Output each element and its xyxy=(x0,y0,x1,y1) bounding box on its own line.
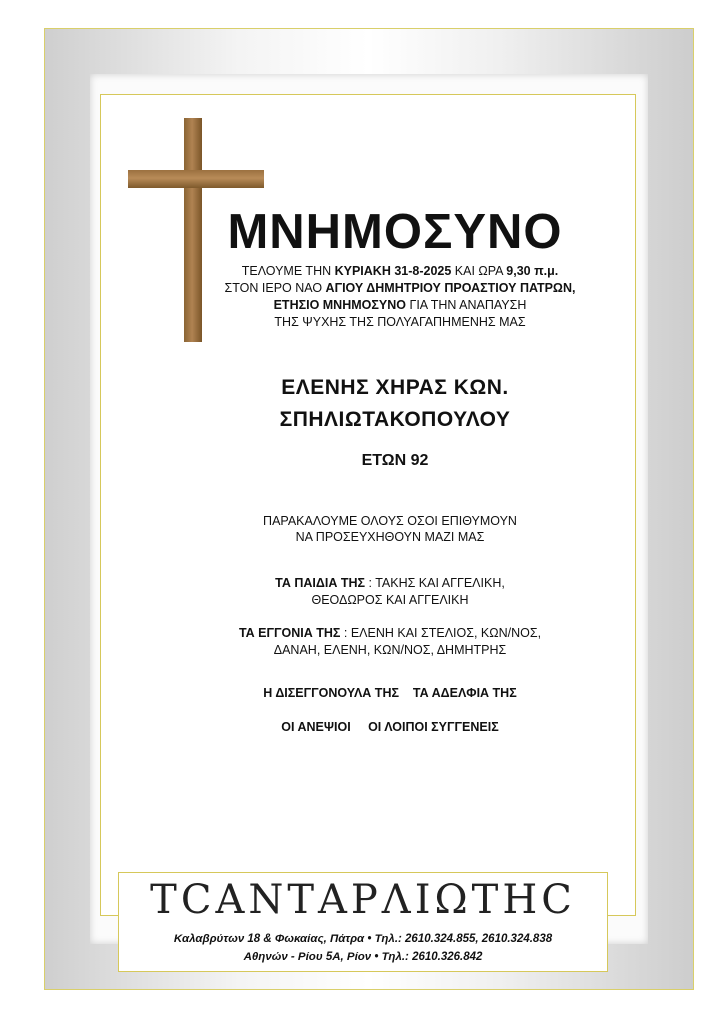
relatives-line-1 xyxy=(170,686,610,700)
deceased-name-line-2: ΣΠΗΛΙΩΤΑΚΟΠΟΥΛΟΥ xyxy=(279,408,511,431)
intro-text: ΓΙΑ ΤΗΝ ΑΝΑΠΑΥΣΗ xyxy=(405,298,527,312)
intro-text: ΤΕΛΟΥΜΕ ΤΗΝ xyxy=(241,264,335,278)
other-relatives: ΟΙ ΛΟΙΠΟΙ ΣΥΓΓΕΝΕΙΣ xyxy=(368,720,499,734)
intro-date: ΚΥΡΙΑΚΗ 31-8-2025 xyxy=(334,264,452,278)
intro-time: 9,30 π.μ. xyxy=(506,264,559,278)
funeral-home-banner xyxy=(118,872,608,972)
intro-church: ΑΓΙΟΥ ΔΗΜΗΤΡΙΟΥ ΠΡΟΑΣΤΙΟΥ ΠΑΤΡΩΝ, xyxy=(325,281,576,295)
grandchildren-line-2: ΔΑΝΑΗ, ΕΛΕΝΗ, ΚΩΝ/ΝΟΣ, ΔΗΜΗΤΡΗΣ xyxy=(273,643,507,657)
relatives-line-2 xyxy=(170,720,610,734)
intro-text: ΚΑΙ ΩΡΑ xyxy=(451,264,507,278)
funeral-home-address-2: Αθηνών - Ρίου 5Α, Ρίον • Τηλ.: 2610.326.842 xyxy=(243,951,483,963)
intro-line-1 xyxy=(200,264,600,278)
invite-line-1: ΠΑΡΑΚΑΛΟΥΜΕ ΟΛΟΥΣ ΟΣΟΙ ΕΠΙΘΥΜΟΥΝ xyxy=(263,514,517,528)
intro-line-2 xyxy=(200,281,600,295)
intro-memorial: ΕΤΗΣΙΟ ΜΝΗΜΟΣΥΝΟ xyxy=(273,298,406,312)
grandchildren-line-1 xyxy=(170,626,610,640)
great-granddaughter: Η ΔΙΣΕΓΓΟΝΟΥΛΑ ΤΗΣ xyxy=(263,686,399,700)
invite-line-2: ΝΑ ΠΡΟΣΕΥΧΗΘΟΥΝ ΜΑΖΙ ΜΑΣ xyxy=(295,530,485,544)
nephews: ΟΙ ΑΝΕΨΙΟΙ xyxy=(281,720,351,734)
page-title: ΜΝΗΜΟΣΥΝΟ xyxy=(227,205,563,259)
funeral-home-name: ΤCΑΝΤΑΡΛΙΩΤΗC xyxy=(150,877,576,923)
children-line-2: ΘΕΟΔΩΡΟΣ ΚΑΙ ΑΓΓΕΛΙΚΗ xyxy=(311,593,469,607)
siblings: ΤΑ ΑΔΕΛΦΙΑ ΤΗΣ xyxy=(412,686,517,700)
children-label: ΤΑ ΠΑΙΔΙΑ ΤΗΣ xyxy=(275,576,365,590)
intro-text: ΣΤΟΝ ΙΕΡΟ ΝΑΟ xyxy=(224,281,326,295)
intro-line-3 xyxy=(200,298,600,312)
deceased-name-line-1: ΕΛΕΝΗΣ ΧΗΡΑΣ ΚΩΝ. xyxy=(281,376,509,399)
children-names: : ΤΑΚΗΣ ΚΑΙ ΑΓΓΕΛΙΚΗ, xyxy=(365,576,505,590)
grandchildren-label: ΤΑ ΕΓΓΟΝΙΑ ΤΗΣ xyxy=(238,626,341,640)
intro-line-4: ΤΗΣ ΨΥΧΗΣ ΤΗΣ ΠΟΛΥΑΓΑΠΗΜΕΝΗΣ ΜΑΣ xyxy=(274,315,526,329)
cross-horizontal-beam xyxy=(128,170,264,188)
deceased-age: ΕΤΩΝ 92 xyxy=(361,452,429,469)
children-line-1 xyxy=(170,576,610,590)
funeral-home-address-1: Καλαβρύτων 18 & Φωκαίας, Πάτρα • Τηλ.: 2610.324.855, 2610.324.838 xyxy=(173,933,553,945)
grandchildren-names: : ΕΛΕΝΗ ΚΑΙ ΣΤΕΛΙΟΣ, ΚΩΝ/ΝΟΣ, xyxy=(340,626,542,640)
